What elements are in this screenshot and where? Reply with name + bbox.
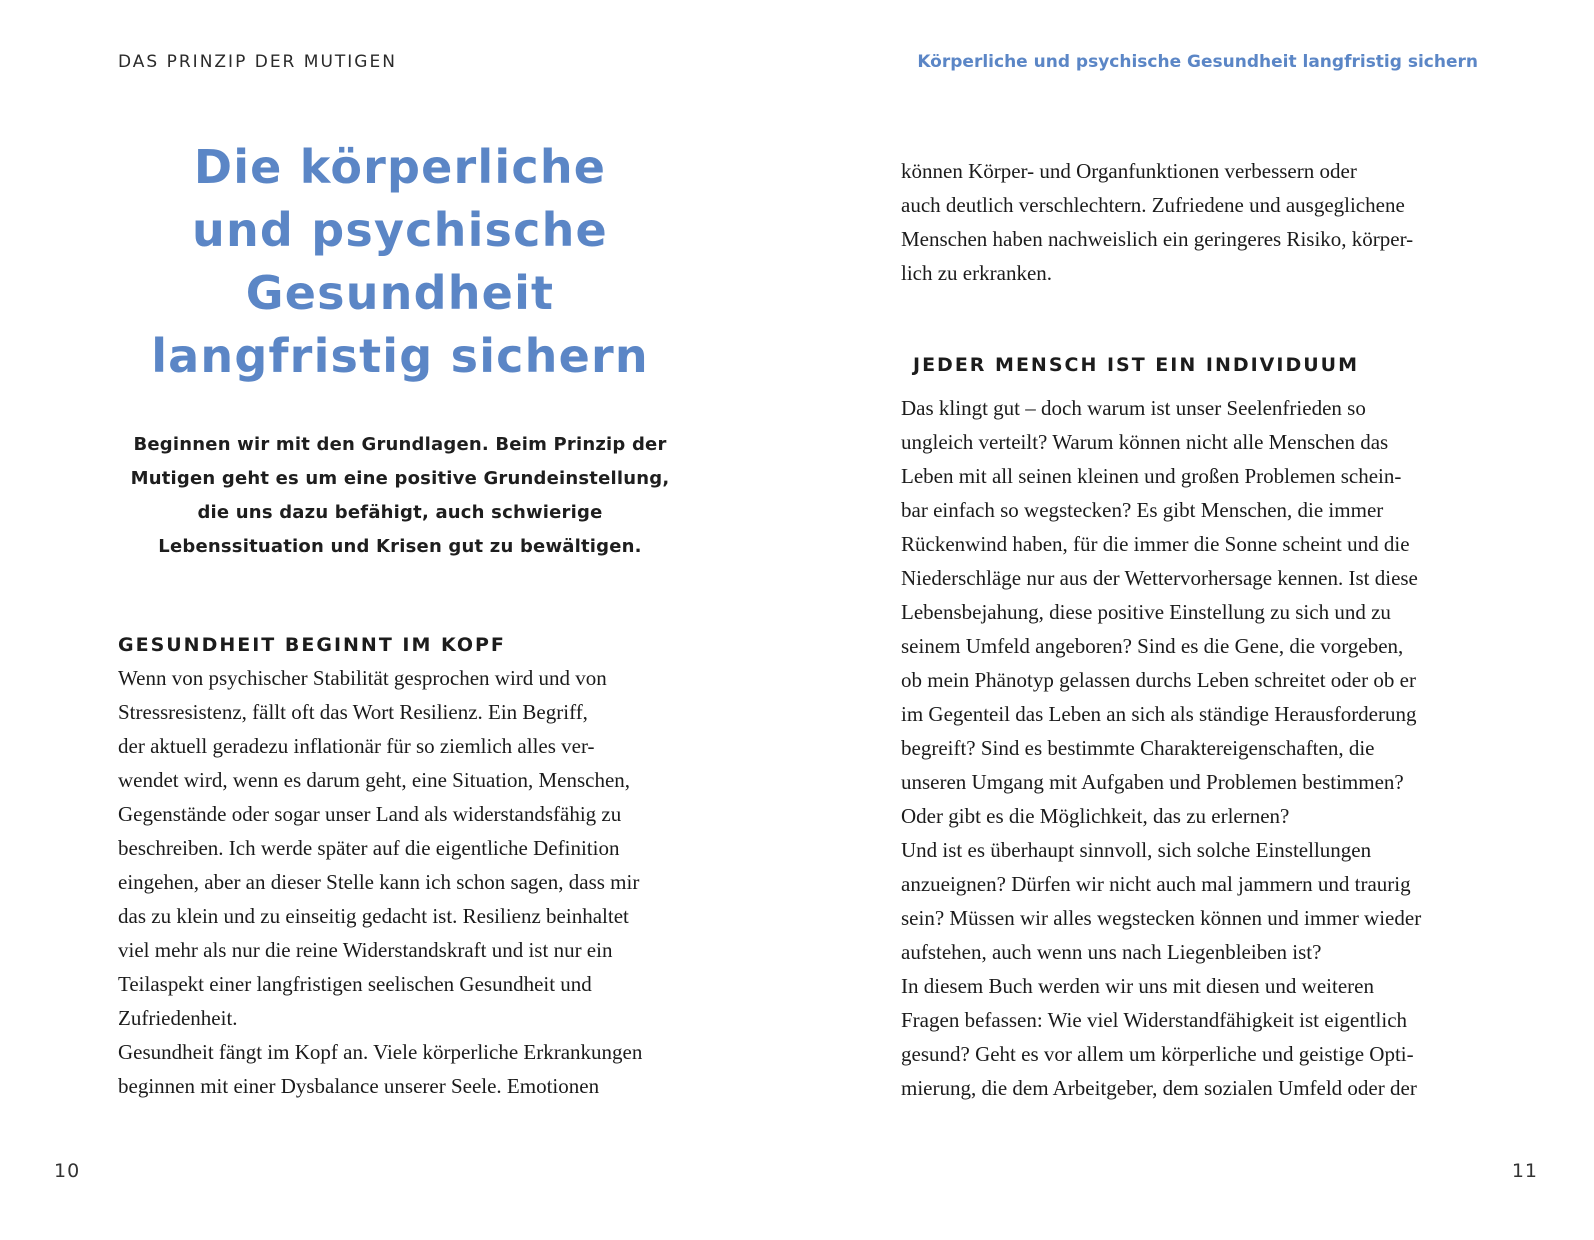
chapter-title-line: langfristig sichern: [151, 329, 649, 383]
body-line: beschreiben. Ich werde später auf die eigentliche Definition: [118, 836, 620, 860]
body-line: Und ist es überhaupt sinnvoll, sich solche Einstellungen: [901, 838, 1372, 862]
body-line: lich zu erkranken.: [901, 261, 1053, 285]
body-line: sein? Müssen wir alles wegstecken können und immer wieder: [901, 906, 1422, 930]
body-line: aufstehen, auch wenn uns nach Liegenbleiben ist?: [901, 940, 1322, 964]
body-line: Stressresistenz, fällt oft das Wort Resilienz. Ein Begriff,: [118, 700, 588, 724]
body-line: mierung, die dem Arbeitgeber, dem sozialen Umfeld oder der: [901, 1076, 1417, 1100]
chapter-title: [118, 136, 682, 388]
intro-line: Lebenssituation und Krisen gut zu bewältigen.: [158, 536, 642, 557]
intro-paragraph: [118, 428, 682, 564]
intro-line: Mutigen geht es um eine positive Grundeinstellung,: [130, 468, 670, 489]
body-line: können Körper- und Organfunktionen verbessern oder: [901, 159, 1357, 183]
body-line: Fragen befassen: Wie viel Widerstandfähigkeit ist eigentlich: [901, 1008, 1408, 1032]
body-line: auch deutlich verschlechtern. Zufriedene und ausgeglichene: [901, 193, 1405, 217]
intro-line: die uns dazu befähigt, auch schwierige: [197, 502, 603, 523]
body-line: beginnen mit einer Dysbalance unserer Seele. Emotionen: [118, 1074, 600, 1098]
chapter-title-line: Die körperliche: [193, 140, 607, 194]
body-text-right-continued: [901, 154, 1471, 290]
body-line: Gegenstände oder sogar unser Land als widerstandsfähig zu: [118, 802, 622, 826]
chapter-title-line: Gesundheit: [245, 266, 555, 320]
body-line: Oder gibt es die Möglichkeit, das zu erlernen?: [901, 804, 1290, 828]
body-line: Teilaspekt einer langfristigen seelischen Gesundheit und: [118, 972, 592, 996]
section-heading-gesundheit: GESUNDHEIT BEGINNT IM KOPF: [118, 634, 506, 656]
body-line: im Gegenteil das Leben an sich als ständige Herausforderung: [901, 702, 1417, 726]
page-number-left: 10: [54, 1160, 81, 1182]
body-line: unseren Umgang mit Aufgaben und Problemen bestimmen?: [901, 770, 1404, 794]
intro-line: Beginnen wir mit den Grundlagen. Beim Prinzip der: [133, 434, 667, 455]
body-line: Rückenwind haben, für die immer die Sonne scheint und die: [901, 532, 1410, 556]
body-line: viel mehr als nur die reine Widerstandskraft und ist nur ein: [118, 938, 613, 962]
chapter-title-line: und psychische: [192, 203, 608, 257]
body-line: Wenn von psychischer Stabilität gesprochen wird und von: [118, 666, 607, 690]
body-line: Gesundheit fängt im Kopf an. Viele körperliche Erkrankungen: [118, 1040, 643, 1064]
body-line: der aktuell geradezu inflationär für so ziemlich alles ver-: [118, 734, 595, 758]
body-line: eingehen, aber an dieser Stelle kann ich schon sagen, dass mir: [118, 870, 640, 894]
body-line: Leben mit all seinen kleinen und großen Problemen schein-: [901, 464, 1402, 488]
body-line: Zufriedenheit.: [118, 1006, 238, 1030]
right-page: [797, 0, 1594, 1240]
running-head-right: Körperliche und psychische Gesundheit langfristig sichern: [917, 52, 1478, 72]
running-head-left: DAS PRINZIP DER MUTIGEN: [118, 52, 397, 72]
body-line: Das klingt gut – doch warum ist unser Seelenfrieden so: [901, 396, 1366, 420]
body-line: bar einfach so wegstecken? Es gibt Menschen, die immer: [901, 498, 1384, 522]
body-line: Menschen haben nachweislich ein geringeres Risiko, körper-: [901, 227, 1414, 251]
body-line: ob mein Phänotyp gelassen durchs Leben schreitet oder ob er: [901, 668, 1416, 692]
body-line: wendet wird, wenn es darum geht, eine Situation, Menschen,: [118, 768, 631, 792]
body-line: Lebensbejahung, diese positive Einstellung zu sich und zu: [901, 600, 1391, 624]
body-text-left: [118, 661, 688, 1103]
body-line: gesund? Geht es vor allem um körperliche und geistige Opti-: [901, 1042, 1414, 1066]
body-line: das zu klein und zu einseitig gedacht ist. Resilienz beinhaltet: [118, 904, 629, 928]
body-line: seinem Umfeld angeboren? Sind es die Gene, die vorgeben,: [901, 634, 1404, 658]
body-line: Niederschläge nur aus der Wettervorhersage kennen. Ist diese: [901, 566, 1418, 590]
body-line: begreift? Sind es bestimmte Charaktereigenschaften, die: [901, 736, 1375, 760]
page-number-right: 11: [1511, 1160, 1538, 1182]
body-line: ungleich verteilt? Warum können nicht alle Menschen das: [901, 430, 1389, 454]
body-line: anzueignen? Dürfen wir nicht auch mal jammern und traurig: [901, 872, 1411, 896]
body-text-right: [901, 391, 1471, 1105]
section-heading-individuum: JEDER MENSCH IST EIN INDIVIDUUM: [913, 354, 1359, 376]
body-line: In diesem Buch werden wir uns mit diesen und weiteren: [901, 974, 1374, 998]
